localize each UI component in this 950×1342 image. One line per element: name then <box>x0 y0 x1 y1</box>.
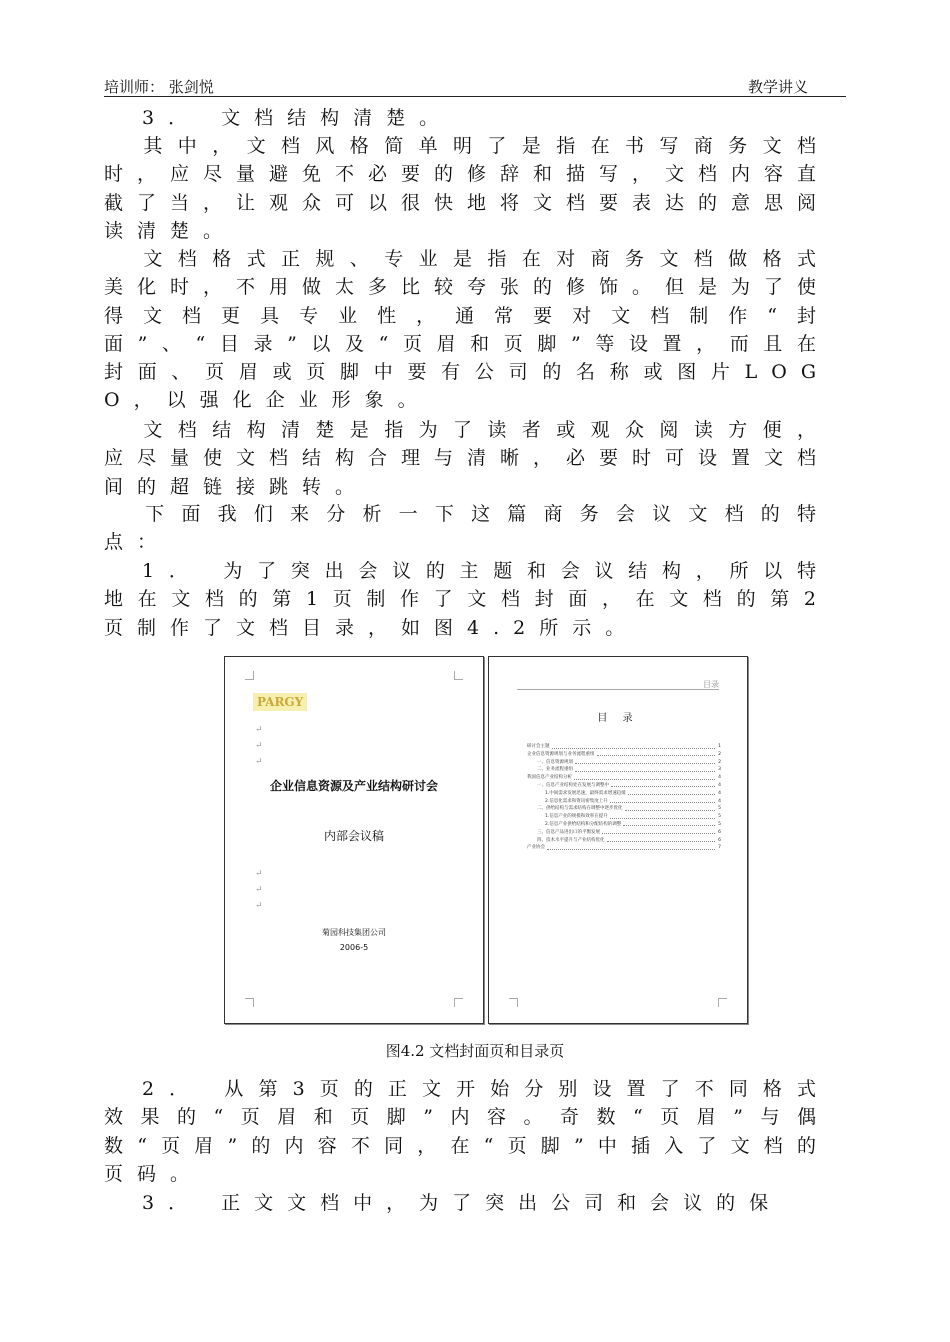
toc-leader-dots <box>607 841 715 842</box>
header-trainer: 培训师： 张剑悦 <box>104 78 214 96</box>
toc-entry[interactable] <box>527 821 721 829</box>
toc-entry-text: 四、技术水平提升与产业结构优化 <box>537 837 605 843</box>
return-mark-icon: ↵ <box>255 741 263 751</box>
crop-mark <box>718 998 727 1007</box>
toc-entry[interactable] <box>527 782 721 790</box>
toc-entry-page: 7 <box>718 845 721 851</box>
toc-running-header: 目录 <box>703 680 719 689</box>
toc-entry-text: 三、信息产品进出口的平衡发展 <box>537 829 600 835</box>
toc-entry-text: 1.信息产业的规模和效率在提升 <box>545 814 608 820</box>
paragraph-point-3: 3． 正文文档中，为了突出公司和会议的保 <box>142 1192 783 1214</box>
crop-mark <box>454 998 463 1007</box>
return-mark-icon: ↵ <box>255 885 263 895</box>
toc-leader-dots <box>602 833 715 834</box>
paragraph-point-3-heading: 3． 文档结构清楚。 <box>142 107 453 129</box>
toc-leader-dots <box>574 779 715 780</box>
toc-entry[interactable] <box>527 798 721 806</box>
toc-entry-page: 4 <box>718 782 721 788</box>
crop-mark <box>245 671 254 680</box>
toc-entry[interactable] <box>527 766 721 774</box>
toc-entry-text: 一、信息资源规划 <box>537 759 573 765</box>
crop-mark <box>509 998 518 1007</box>
cover-date: 2006-5 <box>339 943 369 952</box>
paragraph-structure-clear: 文档结构清楚是指为了读者或观众阅读方便，应尽量使文档结构合理与清晰，必要时可设置文档间的超链接跳转。 <box>104 419 831 498</box>
toc-entry-text: 一、信息产业结构处在发展与调整中 <box>537 782 609 788</box>
toc-entry-text: 1.中间需求发展迅速，最终需求增速趋缓 <box>545 790 626 796</box>
toc-entry-text: 二、业务流程重组 <box>537 767 573 773</box>
toc-entry-page: 1 <box>718 744 721 749</box>
toc-entry[interactable] <box>527 774 721 782</box>
cover-page-thumbnail <box>224 656 484 1024</box>
toc-entry-list <box>527 743 721 852</box>
toc-entry[interactable] <box>527 743 721 751</box>
toc-entry-text: 企业信息资源规划与业务流程重组 <box>527 751 595 757</box>
toc-entry[interactable] <box>527 837 721 845</box>
figure-cover-and-toc <box>224 656 748 1024</box>
toc-entry-page: 4 <box>718 775 721 781</box>
toc-entry-page: 2 <box>718 751 721 757</box>
toc-entry-text: 我国信息产业结构分析 <box>527 775 572 781</box>
toc-page-thumbnail <box>488 656 748 1024</box>
toc-leader-dots <box>552 748 715 749</box>
company-logo: PARGY <box>253 693 307 711</box>
toc-entry[interactable] <box>527 813 721 821</box>
crop-mark <box>454 671 463 680</box>
toc-entry-page: 6 <box>718 837 721 843</box>
toc-leader-dots <box>575 763 715 764</box>
toc-entry-text: 二、供给结构与需求结构在调整中逐步优化 <box>537 806 623 812</box>
toc-entry-page: 5 <box>718 821 721 827</box>
toc-leader-dots <box>610 818 715 819</box>
paragraph-format-formal: 文档格式正规、专业是指在对商务文档做格式美化时，不用做太多比较夸张的修饰。但是为了使得文档更具专业性，通常要对文档制作“封面”、“目录”以及“页眉和页脚”等设置，而且在封面、页眉或页脚中要有公司的名称或图片LOGO，以强化企业形象。 <box>104 248 831 412</box>
header-rule <box>517 689 719 690</box>
return-mark-icon: ↵ <box>255 757 263 767</box>
toc-leader-dots <box>610 802 715 803</box>
return-mark-icon: ↵ <box>255 901 263 911</box>
paragraph-analysis-intro: 下面我们来分析一下这篇商务会议文档的特点： <box>104 503 830 554</box>
toc-title: 目 录 <box>597 713 639 724</box>
toc-entry-page: 4 <box>718 798 721 804</box>
toc-entry-text: 2.信息产业供给结构和分配结构的调整 <box>545 821 622 827</box>
toc-entry-text: 2.信息化需求和资讯密集度上升 <box>545 798 608 804</box>
toc-entry-page: 3 <box>718 767 721 773</box>
toc-entry[interactable] <box>527 751 721 759</box>
toc-entry[interactable] <box>527 844 721 852</box>
toc-entry[interactable] <box>527 829 721 837</box>
cover-company: 菊园科技集团公司 <box>322 928 386 937</box>
toc-leader-dots <box>628 794 715 795</box>
toc-entry-text: 研讨会主题 <box>527 744 550 749</box>
toc-leader-dots <box>623 825 715 826</box>
paragraph-point-2: 2． 从第3页的正文开始分别设置了不同格式效果的“页眉和页脚”内容。奇数“页眉”与偶数“页眉”的内容不同，在“页脚”中插入了文档的页码。 <box>104 1078 830 1185</box>
toc-entry-text: 产业协会 <box>527 845 545 851</box>
toc-entry[interactable] <box>527 790 721 798</box>
toc-leader-dots <box>611 786 715 787</box>
toc-entry[interactable] <box>527 805 721 813</box>
header-doc-type: 教学讲义 <box>747 78 808 96</box>
paragraph-point-1: 1． 为了突出会议的主题和会议结构，所以特地在文档的第1页制作了文档封面，在文档的第2页制作了文档目录，如图4.2所示。 <box>104 560 830 639</box>
return-mark-icon: ↵ <box>255 869 263 879</box>
toc-entry-page: 5 <box>718 806 721 812</box>
crop-mark <box>245 998 254 1007</box>
toc-entry-page: 5 <box>718 814 721 820</box>
toc-leader-dots <box>575 771 715 772</box>
toc-entry-page: 2 <box>718 759 721 765</box>
cover-title: 企业信息资源及产业结构研讨会 <box>269 779 438 793</box>
page-header <box>104 76 846 97</box>
toc-leader-dots <box>625 810 715 811</box>
figure-caption: 图4.2 文档封面页和目录页 <box>385 1042 565 1060</box>
toc-leader-dots <box>597 755 715 756</box>
paragraph-style-simple: 其中，文档风格简单明了是指在书写商务文档时，应尽量避免不必要的修辞和描写，文档内容直截了当，让观众可以很快地将文档要表达的意思阅读清楚。 <box>104 135 831 242</box>
return-mark-icon: ↵ <box>255 725 263 735</box>
toc-entry-page: 4 <box>718 790 721 796</box>
cover-subtitle: 内部会议稿 <box>323 829 384 843</box>
toc-entry[interactable] <box>527 759 721 767</box>
toc-leader-dots <box>547 849 715 850</box>
toc-entry-page: 6 <box>718 829 721 835</box>
